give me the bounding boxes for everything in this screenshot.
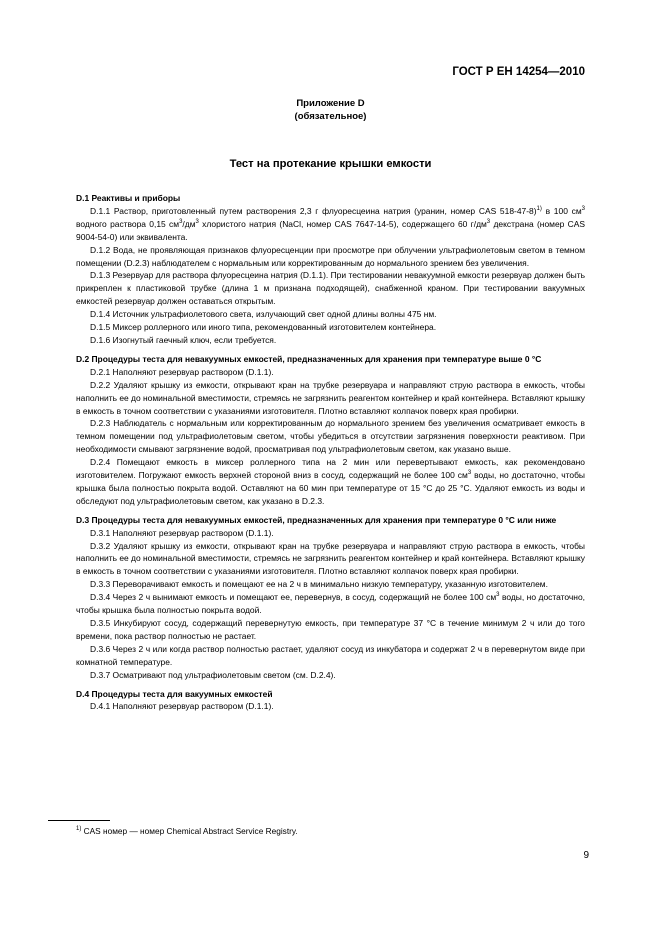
paragraph-d14: D.1.4 Источник ультрафиолетового света, излучающий свет одной длины волны 475 нм. xyxy=(90,309,437,320)
section-heading-d4: D.4 Процедуры теста для вакуумных емкостей xyxy=(76,688,273,699)
paragraph-d36: D.3.6 Через 2 ч или когда раствор полностью растает, удаляют сосуд из инкубатора и содержат 2 ч в перевернутом виде при комнатной температуре. xyxy=(76,643,585,667)
annex-title: Приложение D xyxy=(296,98,365,109)
document-title: Тест на протекание крышки емкости xyxy=(229,158,432,170)
paragraph-d32: D.3.2 Удаляют крышку из емкости, открывают кран на трубке резервуара и направляют струю раствора в емкость, чтобы наполнить ее до номинальной вместимости, стремясь не загрязнить реагентом контейнер и край контейнера. Вставляют крышку в емкость в точном соответствии с указаниями изготовителя. Плотно вставляют колпачок поверх края пробирки. xyxy=(76,540,585,577)
paragraph-d37: D.3.7 Осматривают под ультрафиолетовым светом (см. D.2.4). xyxy=(90,669,336,680)
paragraph-d34: D.3.4 Через 2 ч вынимают емкость и помещают ее, перевернув, в сосуд, содержащий не более 100 $см^3$ воды, но достаточно, чтобы крышка была полностью покрыта водой. xyxy=(76,592,586,616)
paragraph-d33: D.3.3 Переворачивают емкость и помещают ее на 2 ч в минимально низкую температуру, указанную изготовителем. xyxy=(90,579,548,590)
paragraph-d24: D.2.4 Помещают емкость в миксер роллерного типа на 2 мин или перевертывают емкость, как рекомендовано изготовителем. Погружают емкость верхней стороной вниз в сосуд, содержащий не более 100 $см^3$ воды, но достаточно, чтобы крышка была полностью покрыта водой. Оставляют на 60 мин при температуре от 15 °С до 25 °С. Удаляют емкость из воды и обследуют под ультрафиолетовым светом, как указано в D.2.3. xyxy=(76,457,585,506)
paragraph-d21: D.2.1 Наполняют резервуар раствором (D.1.1). xyxy=(90,366,274,377)
standard-designation: ГОСТ Р ЕН 14254—2010 xyxy=(452,66,585,78)
annex-status: (обязательное) xyxy=(294,111,367,122)
paragraph-d13: D.1.3 Резервуар для раствора флуоресцеина натрия (D.1.1). При тестировании невакуумной емкости резервуар должен быть прикреплен к пластиковой трубке (длина 1 м признана подходящей), снабженной краном. При тестировании вакуумных емкостей резервуар должен оставаться открытым. xyxy=(76,270,585,307)
document-body xyxy=(76,192,585,713)
paragraph-d31: D.3.1 Наполняют резервуар раствором (D.1.1). xyxy=(90,527,274,538)
footnote-text: CAS номер — номер Chemical Abstract Service Registry. xyxy=(81,826,298,836)
paragraph-d11: D.1.1 Раствор, приготовленный путем растворения 2,3 г флуоресцеина натрия (уранин, номер CAS 518-47-8)$^{1)}$ в 100 $см^3$ водного раствора 0,15 $см^3/дм^3$ хлористого натрия (NaCl, номер CAS 7647-14-5), содержащего 60 $г/дм^3$ декстрана (номер CAS 9004-54-0) или эквивалента. xyxy=(76,205,585,242)
paragraph-d22: D.2.2 Удаляют крышку из емкости, открывают кран на трубке резервуара и направляют струю раствора в емкость, чтобы наполнить ее до номинальной вместимости, стремясь не загрязнить реагентом контейнер и край контейнера. Вставляют крышку в емкость в точном соответствии с указаниями изготовителя. Плотно вставляют колпачок поверх края пробирки. xyxy=(76,379,585,416)
section-heading-d3: D.3 Процедуры теста для невакуумных емкостей, предназначенных для хранения при температуре 0 °С или ниже xyxy=(76,514,557,525)
footnote-mark: 1) xyxy=(76,826,82,833)
paragraph-d15: D.1.5 Миксер роллерного или иного типа, рекомендованный изготовителем контейнера. xyxy=(90,322,437,333)
paragraph-d35: D.3.5 Инкубируют сосуд, содержащий перевернутую емкость, при температуре 37 °С в течение минимум 2 ч или до того времени, пока раствор полностью не растает. xyxy=(76,618,585,641)
section-heading-d2: D.2 Процедуры теста для невакуумных емкостей, предназначенных для хранения при температуре выше 0 °С xyxy=(76,353,542,364)
page-number: 9 xyxy=(583,850,589,861)
paragraph-d41: D.4.1 Наполняют резервуар раствором (D.1.1). xyxy=(90,701,274,712)
paragraph-d23: D.2.3 Наблюдатель с нормальным или корректированным до нормального зрением без увеличения осматривает емкость в темном помещении под ультрафиолетовым светом, чтобы убедиться в отсутствии загрязнения поверхности реактивом. При необходимости смывают загрязнение водой, просматривая под ультрафиолетовым светом, как указано выше. xyxy=(76,418,585,455)
footnote-separator xyxy=(48,820,110,821)
paragraph-d16: D.1.6 Изогнутый гаечный ключ, если требуется. xyxy=(90,334,277,345)
paragraph-d12: D.1.2 Вода, не проявляющая признаков флуоресценции при просмотре при облучении ультрафиолетовым светом в темном помещении (D.2.3) наблюдателем с нормальным или корректированным до нормального зрением без увеличения. xyxy=(76,244,585,268)
section-heading-d1: D.1 Реактивы и приборы xyxy=(76,193,181,203)
footnote xyxy=(76,826,298,836)
